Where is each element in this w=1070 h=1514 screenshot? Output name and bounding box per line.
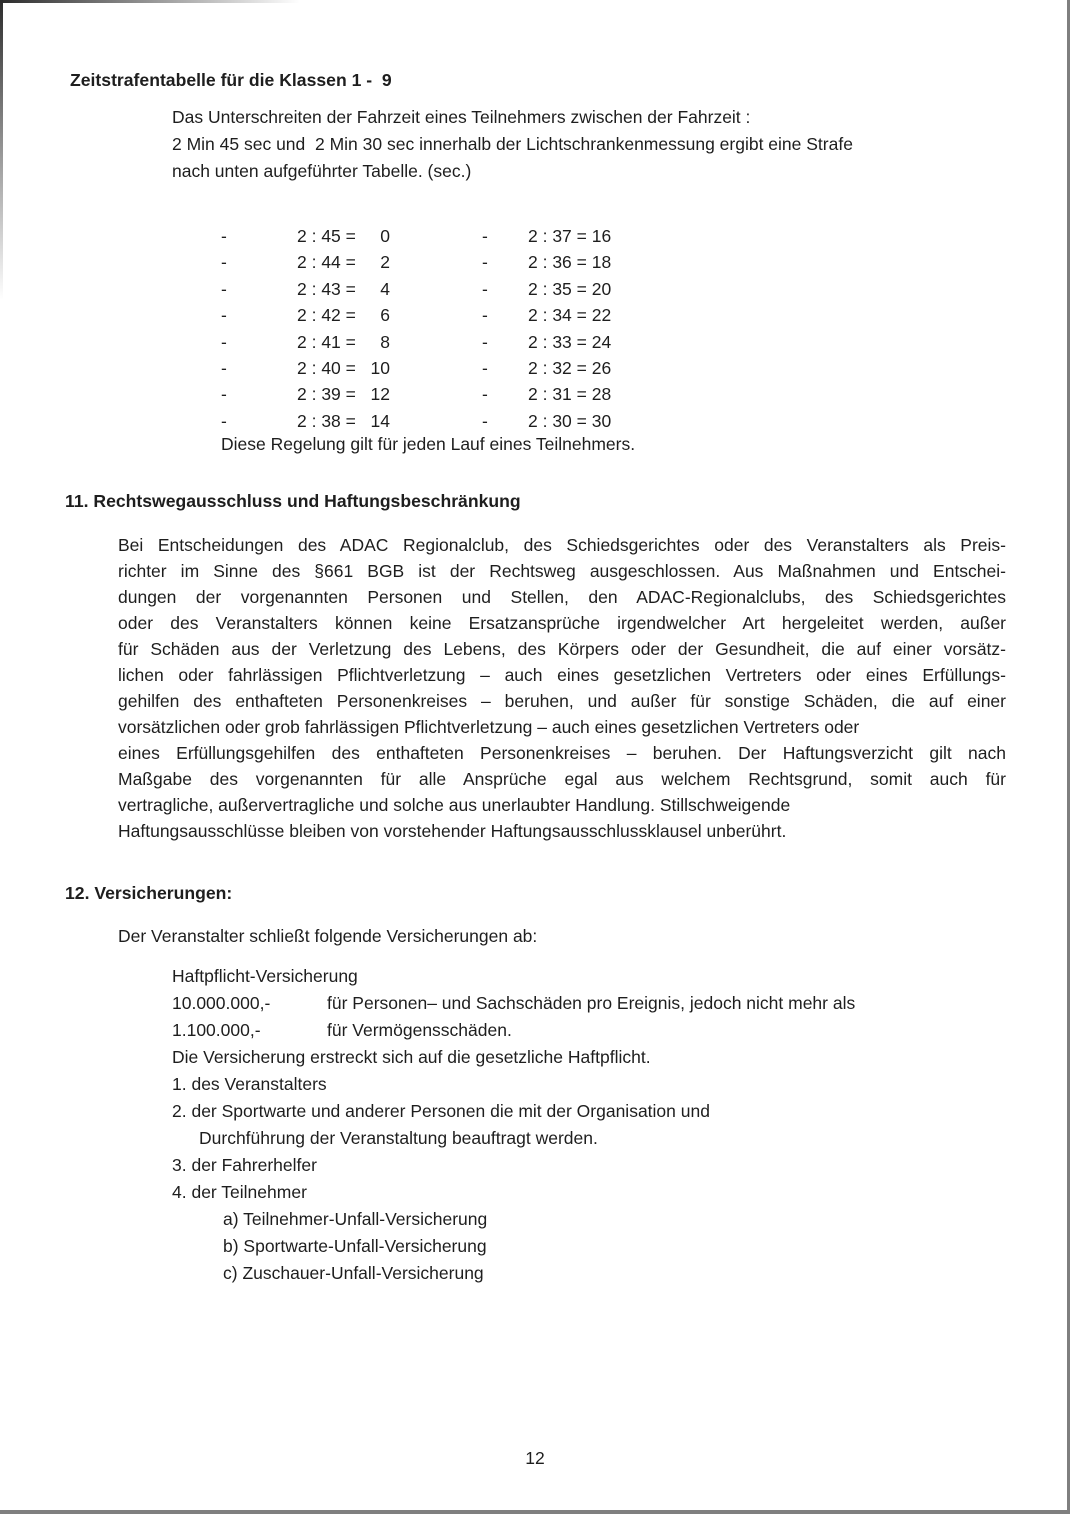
dash-bullet: - [482,410,488,431]
paragraph-line: richter im Sinne des §661 BGB ist der Rechtsweg ausgeschlossen. Aus Maßnahmen und Entschei- [118,561,1006,581]
sub-insurance-item: c) Zuschauer-Unfall-Versicherung [223,1263,484,1283]
amount-value: 1.100.000,- [172,1020,261,1040]
table-row [0,223,1070,249]
dash-bullet: - [221,305,227,326]
time-cell: 2 : 38 = [297,410,356,431]
penalty-cell: 4 [380,278,390,299]
section-12-heading: 12. Versicherungen: [65,883,233,903]
table-row [0,276,1070,302]
intro-paragraph [172,104,972,185]
time-penalty-cell: 2 : 30 = 30 [528,410,612,431]
paragraph-line: für Schäden aus der Verletzung des Lebens, des Körpers oder der Gesundheit, die auf einer vorsätz- [118,639,1006,659]
time-penalty-cell: 2 : 35 = 20 [528,278,612,299]
section-11-heading: 11. Rechtswegausschluss und Haftungsbeschränkung [65,491,521,511]
time-cell: 2 : 43 = [297,278,356,299]
penalty-cell: 8 [380,331,390,352]
scan-edge-bottom [0,1510,1070,1514]
paragraph-line: lichen oder fahrlässigen Pflichtverletzung – auch eines gesetzlichen Vertreters oder eines Erfüllungs- [118,665,1006,685]
paragraph-line: Maßgabe des vorgenannten für alle Ansprüche egal aus welchem Rechtsgrund, somit auch für [118,769,1006,789]
paragraph-line: vorsätzlichen oder grob fahrlässigen Pflichtverletzung – auch eines gesetzlichen Vertreters oder [118,717,860,737]
penalty-cell: 6 [380,305,390,326]
amount-desc: für Vermögensschäden. [327,1020,512,1040]
time-penalty-cell: 2 : 33 = 24 [528,331,612,352]
dash-bullet: - [221,357,227,378]
table-row [0,355,1070,381]
paragraph-line: eines Erfüllungsgehilfen des enthafteten Personenkreises – beruhen. Der Haftungsverzicht gilt nach [118,743,1006,763]
penalty-cell: 10 [370,357,390,378]
scan-edge-top [0,0,300,3]
dash-bullet: - [482,278,488,299]
time-cell: 2 : 39 = [297,384,356,405]
paragraph-line: gehilfen des enthafteten Personenkreises – beruhen, und außer für sonstige Schäden, die auf einer [118,691,1006,711]
dash-bullet: - [221,226,227,246]
time-penalty-cell: 2 : 37 = 16 [528,226,612,246]
time-cell: 2 : 41 = [297,331,356,352]
paragraph-line: Haftungsausschlüsse bleiben von vorstehender Haftungsausschlussklausel unberührt. [118,821,787,841]
table-row [0,302,1070,328]
dash-bullet: - [221,278,227,299]
table-footnote: Diese Regelung gilt für jeden Lauf eines Teilnehmers. [221,434,636,454]
time-penalty-cell: 2 : 36 = 18 [528,252,612,273]
dash-bullet: - [482,305,488,326]
page-title: Zeitstrafentabelle für die Klassen 1 - 9 [70,70,392,90]
penalty-cell: 12 [370,384,390,405]
covered-item: 4. der Teilnehmer [172,1182,307,1202]
paragraph-line: nach unten aufgeführter Tabelle. (sec.) [172,161,472,181]
covered-item: 3. der Fahrerhelfer [172,1155,317,1175]
time-cell: 2 : 44 = [297,252,356,273]
section-12-intro: Der Veranstalter schließt folgende Versicherungen ab: [118,926,538,946]
paragraph-line: dungen der vorgenannten Personen und Stellen, den ADAC-Regionalclubs, des Schiedsgerichtes [118,587,1006,607]
paragraph-line: vertragliche, außervertragliche und solche aus unerlaubter Handlung. Stillschweigende [118,795,791,815]
time-penalty-cell: 2 : 32 = 26 [528,357,612,378]
insurance-details [172,963,1012,1287]
page-number: 12 [525,1448,545,1468]
section-11-paragraph [118,532,1006,844]
dash-bullet: - [482,331,488,352]
dash-bullet: - [221,384,227,405]
insurance-title: Haftpflicht-Versicherung [172,966,358,986]
paragraph-line: Das Unterschreiten der Fahrzeit eines Teilnehmers zwischen der Fahrzeit : [172,107,751,127]
covered-item: 2. der Sportwarte und anderer Personen die mit der Organisation und [172,1101,710,1121]
paragraph-line: 2 Min 45 sec und 2 Min 30 sec innerhalb der Lichtschrankenmessung ergibt eine Strafe [172,134,853,154]
table-row [0,381,1070,407]
covered-item-continuation: Durchführung der Veranstaltung beauftragt werden. [199,1128,598,1148]
penalty-cell: 14 [370,410,390,431]
time-penalty-cell: 2 : 34 = 22 [528,305,612,326]
insurance-scope: Die Versicherung erstreckt sich auf die gesetzliche Haftpflicht. [172,1047,651,1067]
dash-bullet: - [221,331,227,352]
amount-desc: für Personen– und Sachschäden pro Ereignis, jedoch nicht mehr als [327,993,856,1013]
dash-bullet: - [221,252,227,273]
sub-insurance-item: b) Sportwarte-Unfall-Versicherung [223,1236,487,1256]
paragraph-line: oder des Veranstalters können keine Ersatzansprüche irgendwelcher Art hergeleitet werden, außer [118,613,1006,633]
dash-bullet: - [482,384,488,405]
insurance-amount-row [172,990,1012,1017]
time-cell: 2 : 42 = [297,305,356,326]
amount-value: 10.000.000,- [172,993,271,1013]
time-penalty-cell: 2 : 31 = 28 [528,384,612,405]
penalty-cell: 0 [380,226,390,246]
dash-bullet: - [482,252,488,273]
paragraph-line: Bei Entscheidungen des ADAC Regionalclub, des Schiedsgerichtes oder des Veranstalters als Preis- [118,535,1006,555]
penalty-table [0,223,1070,434]
dash-bullet: - [482,226,488,246]
insurance-amount-row [172,1017,1012,1044]
time-cell: 2 : 45 = [297,226,356,246]
time-cell: 2 : 40 = [297,357,356,378]
dash-bullet: - [482,357,488,378]
sub-insurance-item: a) Teilnehmer-Unfall-Versicherung [223,1209,488,1229]
dash-bullet: - [221,410,227,431]
table-row [0,329,1070,355]
covered-item: 1. des Veranstalters [172,1074,327,1094]
table-row [0,249,1070,275]
penalty-cell: 2 [380,252,390,273]
